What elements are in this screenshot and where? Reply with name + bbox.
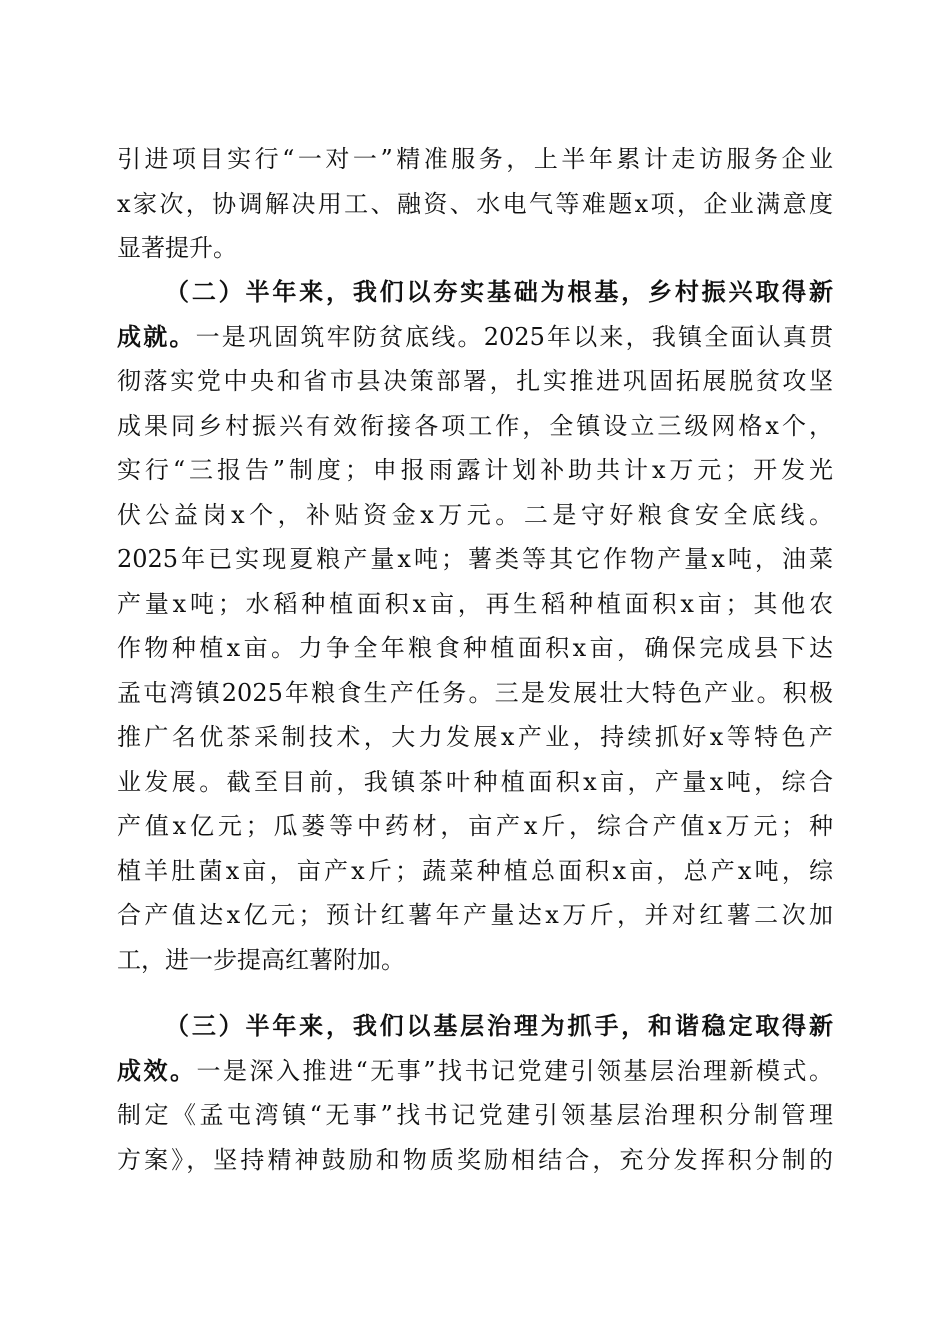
paragraph-line: 业发展。截至目前，我镇茶叶种植面积x亩，产量x吨，综合 [117, 767, 833, 796]
paragraph-line: 彻落实党中央和省市县决策部署，扎实推进巩固拓展脱贫攻坚 [117, 367, 833, 395]
section-heading: （三）半年来，我们以基层治理为抓手，和谐稳定取得新 [165, 1011, 833, 1040]
paragraph-line: 孟屯湾镇2025年粮食生产任务。三是发展壮大特色产业。积极 [117, 678, 833, 707]
paragraph-line: 实行“三报告”制度；申报雨露计划补助共计x万元；开发光 [117, 456, 833, 484]
section-heading-end: 成就。 [117, 321, 196, 351]
paragraph-2 [117, 270, 833, 982]
paragraph-line [117, 1049, 833, 1094]
paragraph-line: 制定《孟屯湾镇“无事”找书记党建引领基层治理积分制管理 [117, 1101, 833, 1129]
paragraph-line: 显著提升。 [117, 234, 237, 262]
section-heading: （二）半年来，我们以夯实基础为根基，乡村振兴取得新 [165, 277, 833, 306]
paragraph-line [117, 1004, 833, 1049]
paragraph-line: 2025年已实现夏粮产量x吨；薯类等其它作物产量x吨，油菜 [117, 545, 833, 573]
paragraph-line: 植羊肚菌x亩，亩产x斤；蔬菜种植总面积x亩，总产x吨，综 [117, 856, 833, 885]
paragraph-3 [117, 1004, 833, 1182]
paragraph-line: 成果同乡村振兴有效衔接各项工作，全镇设立三级网格x个， [117, 411, 833, 440]
paragraph-line: 合产值达x亿元；预计红薯年产量达x万斤，并对红薯二次加 [117, 901, 833, 929]
paragraph-line [117, 270, 833, 315]
paragraph-line: 方案》，坚持精神鼓励和物质奖励相结合，充分发挥积分制的 [117, 1145, 833, 1174]
paragraph-line [117, 315, 833, 360]
paragraph-line: 伏公益岗x个，补贴资金x万元。二是守好粮食安全底线。 [117, 500, 833, 529]
paragraph-text: 一是巩固筑牢防贫底线。2025年以来，我镇全面认真贯 [195, 322, 833, 351]
paragraph-line: 产量x吨；水稻种植面积x亩，再生稻种植面积x亩；其他农 [117, 589, 833, 618]
paragraph-text: 一是深入推进“无事”找书记党建引领基层治理新模式。 [196, 1056, 833, 1085]
paragraph-line: 引进项目实行“一对一”精准服务，上半年累计走访服务企业 [117, 145, 833, 173]
paragraph-line: 推广名优茶采制技术，大力发展x产业，持续抓好x等特色产 [117, 723, 833, 751]
paragraph-line: 作物种植x亩。力争全年粮食种植面积x亩，确保完成县下达 [117, 634, 833, 662]
paragraph-line: 产值x亿元；瓜蒌等中药材，亩产x斤，综合产值x万元；种 [117, 812, 833, 840]
paragraph-line: 工，进一步提高红薯附加。 [117, 945, 405, 974]
paragraph-1 [117, 137, 833, 271]
section-heading-end: 成效。 [117, 1055, 197, 1085]
paragraph-line: x家次，协调解决用工、融资、水电气等难题x项，企业满意度 [117, 189, 833, 218]
